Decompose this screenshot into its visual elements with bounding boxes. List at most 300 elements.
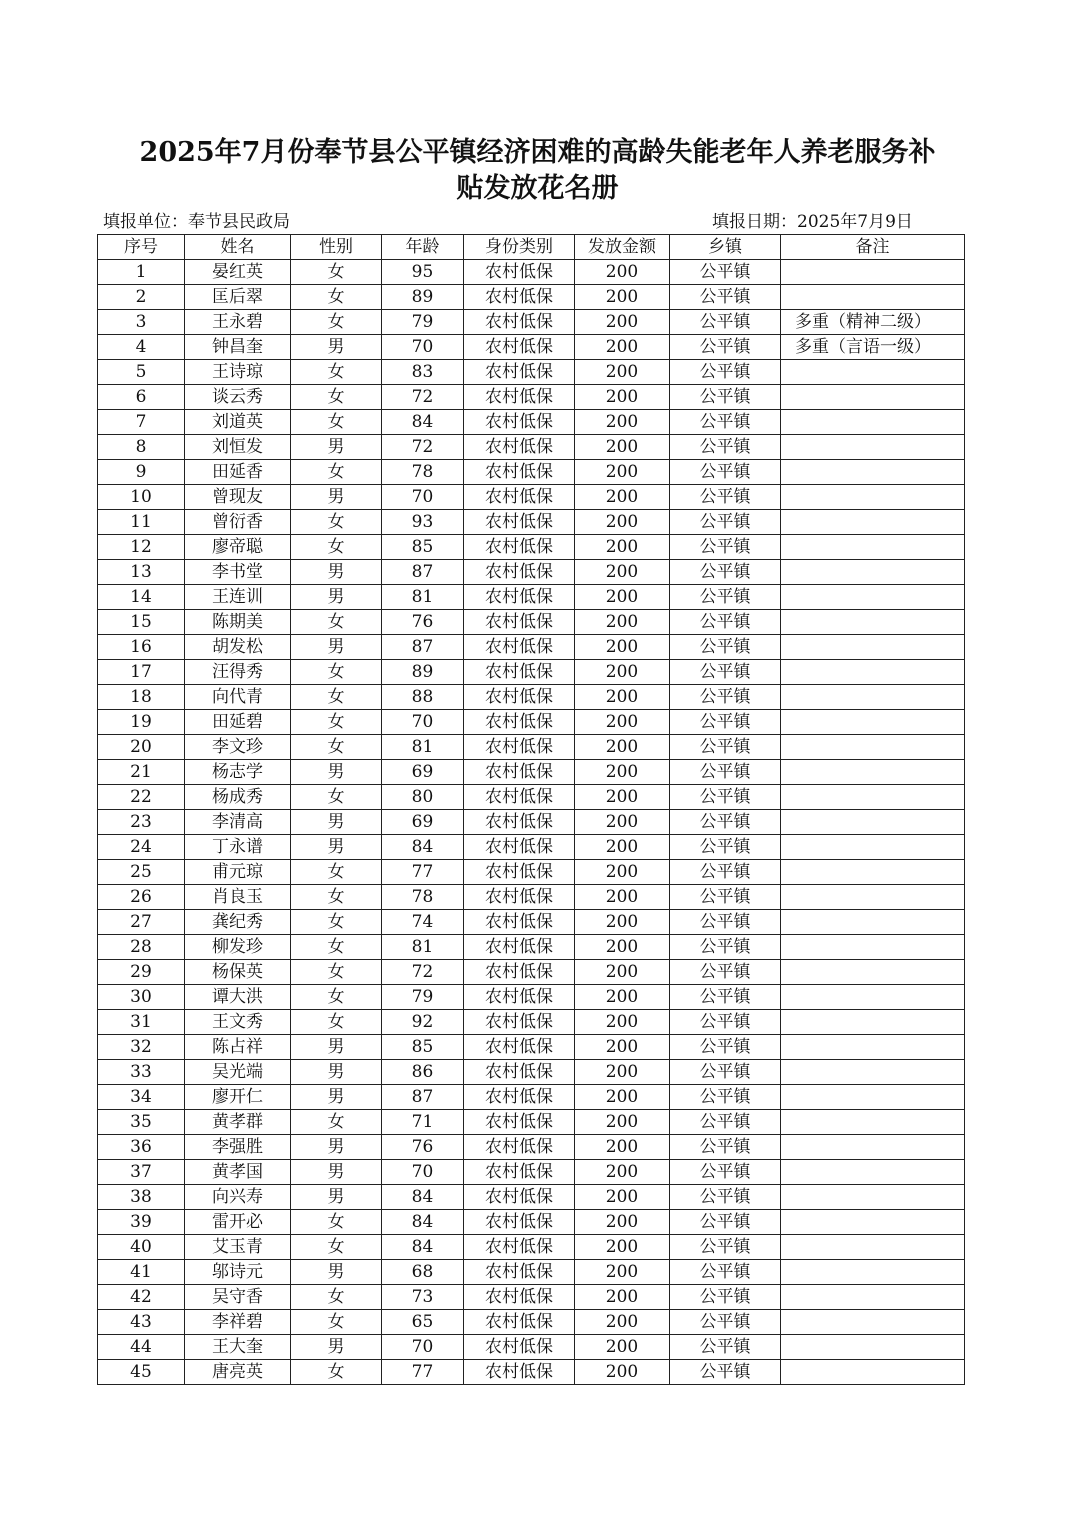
cell-gender: 女 (291, 1360, 382, 1385)
cell-amount: 200 (575, 610, 670, 635)
cell-category: 农村低保 (464, 585, 575, 610)
cell-index: 4 (98, 335, 185, 360)
table-row (98, 685, 965, 710)
cell-gender: 女 (291, 985, 382, 1010)
cell-name: 刘恒发 (185, 435, 291, 460)
col-header-township: 乡镇 (670, 235, 781, 260)
col-header-age: 年龄 (382, 235, 464, 260)
cell-index: 31 (98, 1010, 185, 1035)
cell-index: 30 (98, 985, 185, 1010)
cell-amount: 200 (575, 1310, 670, 1335)
cell-remarks (781, 810, 965, 835)
cell-age: 69 (382, 810, 464, 835)
cell-township: 公平镇 (670, 485, 781, 510)
cell-amount: 200 (575, 260, 670, 285)
cell-gender: 男 (291, 635, 382, 660)
cell-township: 公平镇 (670, 1135, 781, 1160)
cell-gender: 男 (291, 810, 382, 835)
cell-township: 公平镇 (670, 510, 781, 535)
cell-gender: 女 (291, 885, 382, 910)
cell-category: 农村低保 (464, 635, 575, 660)
cell-age: 70 (382, 335, 464, 360)
cell-remarks: 多重（精神二级） (781, 310, 965, 335)
cell-name: 丁永谱 (185, 835, 291, 860)
cell-township: 公平镇 (670, 660, 781, 685)
cell-gender: 男 (291, 1085, 382, 1110)
cell-index: 26 (98, 885, 185, 910)
cell-index: 41 (98, 1260, 185, 1285)
reporting-date: 填报日期：2025年7月9日 (712, 212, 913, 232)
cell-amount: 200 (575, 1185, 670, 1210)
cell-category: 农村低保 (464, 760, 575, 785)
cell-age: 84 (382, 835, 464, 860)
table-row (98, 860, 965, 885)
table-row (98, 1260, 965, 1285)
cell-name: 田延碧 (185, 710, 291, 735)
table-row (98, 1285, 965, 1310)
cell-township: 公平镇 (670, 1060, 781, 1085)
col-header-category: 身份类别 (464, 235, 575, 260)
cell-name: 李清高 (185, 810, 291, 835)
cell-age: 95 (382, 260, 464, 285)
cell-name: 曾现友 (185, 485, 291, 510)
cell-category: 农村低保 (464, 1310, 575, 1335)
table-row (98, 310, 965, 335)
table-row (98, 1360, 965, 1385)
cell-category: 农村低保 (464, 785, 575, 810)
cell-remarks (781, 760, 965, 785)
cell-gender: 女 (291, 1310, 382, 1335)
cell-index: 27 (98, 910, 185, 935)
cell-index: 24 (98, 835, 185, 860)
cell-age: 70 (382, 485, 464, 510)
cell-index: 7 (98, 410, 185, 435)
cell-township: 公平镇 (670, 1210, 781, 1235)
cell-remarks (781, 1110, 965, 1135)
cell-township: 公平镇 (670, 760, 781, 785)
cell-remarks (781, 635, 965, 660)
cell-name: 龚纪秀 (185, 910, 291, 935)
cell-name: 吴守香 (185, 1285, 291, 1310)
title-line-1: 2025年7月份奉节县公平镇经济困难的高龄失能老年人养老服务补 (139, 137, 936, 168)
cell-amount: 200 (575, 935, 670, 960)
cell-name: 匡后翠 (185, 285, 291, 310)
cell-age: 77 (382, 1360, 464, 1385)
cell-amount: 200 (575, 560, 670, 585)
cell-name: 向代青 (185, 685, 291, 710)
table-row (98, 585, 965, 610)
table-row (98, 1160, 965, 1185)
cell-amount: 200 (575, 860, 670, 885)
cell-category: 农村低保 (464, 835, 575, 860)
cell-amount: 200 (575, 360, 670, 385)
cell-remarks (781, 485, 965, 510)
cell-age: 84 (382, 1235, 464, 1260)
cell-remarks (781, 710, 965, 735)
cell-age: 85 (382, 1035, 464, 1060)
cell-township: 公平镇 (670, 910, 781, 935)
cell-name: 陈期美 (185, 610, 291, 635)
cell-amount: 200 (575, 660, 670, 685)
cell-age: 81 (382, 585, 464, 610)
cell-amount: 200 (575, 1210, 670, 1235)
cell-name: 曾衍香 (185, 510, 291, 535)
cell-index: 3 (98, 310, 185, 335)
cell-index: 38 (98, 1185, 185, 1210)
cell-category: 农村低保 (464, 1110, 575, 1135)
cell-category: 农村低保 (464, 1010, 575, 1035)
cell-remarks (781, 1235, 965, 1260)
cell-name: 汪得秀 (185, 660, 291, 685)
cell-amount: 200 (575, 285, 670, 310)
cell-amount: 200 (575, 335, 670, 360)
cell-amount: 200 (575, 810, 670, 835)
cell-remarks (781, 935, 965, 960)
cell-name: 钟昌奎 (185, 335, 291, 360)
cell-age: 79 (382, 310, 464, 335)
table-row (98, 1110, 965, 1135)
cell-index: 33 (98, 1060, 185, 1085)
cell-category: 农村低保 (464, 610, 575, 635)
cell-category: 农村低保 (464, 1060, 575, 1085)
cell-name: 王永碧 (185, 310, 291, 335)
cell-gender: 女 (291, 535, 382, 560)
cell-age: 86 (382, 1060, 464, 1085)
cell-remarks (781, 460, 965, 485)
cell-township: 公平镇 (670, 335, 781, 360)
cell-amount: 200 (575, 1135, 670, 1160)
cell-gender: 女 (291, 860, 382, 885)
cell-amount: 200 (575, 485, 670, 510)
cell-name: 王连训 (185, 585, 291, 610)
col-header-index: 序号 (98, 235, 185, 260)
cell-age: 87 (382, 560, 464, 585)
cell-township: 公平镇 (670, 285, 781, 310)
cell-township: 公平镇 (670, 260, 781, 285)
cell-township: 公平镇 (670, 1010, 781, 1035)
cell-gender: 女 (291, 935, 382, 960)
cell-category: 农村低保 (464, 1285, 575, 1310)
cell-category: 农村低保 (464, 310, 575, 335)
cell-gender: 女 (291, 460, 382, 485)
table-row (98, 785, 965, 810)
cell-amount: 200 (575, 535, 670, 560)
cell-remarks (781, 1135, 965, 1160)
cell-township: 公平镇 (670, 1235, 781, 1260)
cell-age: 84 (382, 410, 464, 435)
cell-township: 公平镇 (670, 985, 781, 1010)
table-row (98, 1010, 965, 1035)
cell-category: 农村低保 (464, 810, 575, 835)
cell-name: 邬诗元 (185, 1260, 291, 1285)
cell-name: 李书堂 (185, 560, 291, 585)
cell-gender: 女 (291, 410, 382, 435)
cell-name: 王诗琼 (185, 360, 291, 385)
cell-remarks (781, 835, 965, 860)
cell-name: 李文珍 (185, 735, 291, 760)
cell-category: 农村低保 (464, 1160, 575, 1185)
cell-gender: 男 (291, 835, 382, 860)
cell-remarks (781, 1285, 965, 1310)
cell-gender: 女 (291, 510, 382, 535)
cell-category: 农村低保 (464, 335, 575, 360)
cell-remarks (781, 560, 965, 585)
table-row (98, 335, 965, 360)
cell-category: 农村低保 (464, 1135, 575, 1160)
cell-index: 15 (98, 610, 185, 635)
cell-index: 6 (98, 385, 185, 410)
cell-category: 农村低保 (464, 960, 575, 985)
cell-amount: 200 (575, 585, 670, 610)
cell-category: 农村低保 (464, 1210, 575, 1235)
cell-name: 刘道英 (185, 410, 291, 435)
cell-remarks (781, 585, 965, 610)
cell-age: 72 (382, 435, 464, 460)
table-row (98, 735, 965, 760)
cell-age: 72 (382, 960, 464, 985)
cell-name: 陈占祥 (185, 1035, 291, 1060)
cell-index: 9 (98, 460, 185, 485)
cell-category: 农村低保 (464, 1260, 575, 1285)
cell-remarks (781, 285, 965, 310)
cell-township: 公平镇 (670, 860, 781, 885)
cell-remarks (781, 1185, 965, 1210)
col-header-gender: 性别 (291, 235, 382, 260)
cell-township: 公平镇 (670, 935, 781, 960)
cell-index: 25 (98, 860, 185, 885)
cell-name: 吴光端 (185, 1060, 291, 1085)
document-title (60, 135, 1015, 207)
cell-index: 28 (98, 935, 185, 960)
cell-amount: 200 (575, 1110, 670, 1135)
cell-category: 农村低保 (464, 285, 575, 310)
cell-category: 农村低保 (464, 1335, 575, 1360)
cell-name: 晏红英 (185, 260, 291, 285)
cell-amount: 200 (575, 960, 670, 985)
cell-gender: 男 (291, 1035, 382, 1060)
col-header-remarks: 备注 (781, 235, 965, 260)
cell-age: 73 (382, 1285, 464, 1310)
cell-amount: 200 (575, 460, 670, 485)
cell-age: 81 (382, 735, 464, 760)
cell-index: 12 (98, 535, 185, 560)
cell-amount: 200 (575, 985, 670, 1010)
cell-amount: 200 (575, 735, 670, 760)
cell-remarks (781, 510, 965, 535)
cell-category: 农村低保 (464, 660, 575, 685)
cell-amount: 200 (575, 1035, 670, 1060)
cell-category: 农村低保 (464, 510, 575, 535)
cell-gender: 女 (291, 285, 382, 310)
cell-category: 农村低保 (464, 360, 575, 385)
cell-township: 公平镇 (670, 635, 781, 660)
cell-township: 公平镇 (670, 560, 781, 585)
cell-township: 公平镇 (670, 410, 781, 435)
cell-age: 78 (382, 885, 464, 910)
cell-gender: 女 (291, 385, 382, 410)
cell-age: 70 (382, 1335, 464, 1360)
cell-gender: 女 (291, 310, 382, 335)
cell-category: 农村低保 (464, 260, 575, 285)
cell-township: 公平镇 (670, 1085, 781, 1110)
cell-amount: 200 (575, 1285, 670, 1310)
cell-index: 37 (98, 1160, 185, 1185)
cell-index: 35 (98, 1110, 185, 1135)
cell-amount: 200 (575, 1060, 670, 1085)
cell-category: 农村低保 (464, 385, 575, 410)
cell-amount: 200 (575, 510, 670, 535)
cell-name: 廖帝聪 (185, 535, 291, 560)
cell-age: 72 (382, 385, 464, 410)
cell-gender: 男 (291, 1135, 382, 1160)
table-row (98, 885, 965, 910)
cell-gender: 女 (291, 660, 382, 685)
cell-township: 公平镇 (670, 1260, 781, 1285)
cell-amount: 200 (575, 385, 670, 410)
cell-gender: 女 (291, 1235, 382, 1260)
cell-remarks (781, 985, 965, 1010)
cell-township: 公平镇 (670, 1335, 781, 1360)
cell-remarks (781, 1010, 965, 1035)
cell-index: 2 (98, 285, 185, 310)
table-row (98, 835, 965, 860)
table-row (98, 435, 965, 460)
cell-index: 14 (98, 585, 185, 610)
table-row (98, 1235, 965, 1260)
cell-category: 农村低保 (464, 1085, 575, 1110)
cell-gender: 女 (291, 1110, 382, 1135)
cell-gender: 男 (291, 760, 382, 785)
cell-name: 黄孝国 (185, 1160, 291, 1185)
cell-gender: 男 (291, 1260, 382, 1285)
cell-index: 22 (98, 785, 185, 810)
cell-gender: 男 (291, 585, 382, 610)
table-row (98, 460, 965, 485)
cell-index: 45 (98, 1360, 185, 1385)
roster-body (98, 260, 965, 1385)
cell-name: 李祥碧 (185, 1310, 291, 1335)
table-row (98, 760, 965, 785)
cell-remarks (781, 1060, 965, 1085)
table-row (98, 1060, 965, 1085)
cell-township: 公平镇 (670, 435, 781, 460)
cell-name: 谭大洪 (185, 985, 291, 1010)
title-line-2: 贴发放花名册 (456, 173, 619, 204)
cell-township: 公平镇 (670, 1185, 781, 1210)
cell-township: 公平镇 (670, 810, 781, 835)
cell-category: 农村低保 (464, 560, 575, 585)
cell-township: 公平镇 (670, 785, 781, 810)
cell-remarks (781, 860, 965, 885)
table-row (98, 1035, 965, 1060)
table-row (98, 1185, 965, 1210)
cell-age: 93 (382, 510, 464, 535)
cell-name: 柳发珍 (185, 935, 291, 960)
cell-age: 89 (382, 660, 464, 685)
cell-gender: 男 (291, 1160, 382, 1185)
cell-category: 农村低保 (464, 860, 575, 885)
cell-index: 8 (98, 435, 185, 460)
cell-township: 公平镇 (670, 1160, 781, 1185)
cell-age: 84 (382, 1185, 464, 1210)
cell-category: 农村低保 (464, 735, 575, 760)
cell-amount: 200 (575, 1085, 670, 1110)
cell-category: 农村低保 (464, 885, 575, 910)
cell-age: 65 (382, 1310, 464, 1335)
cell-amount: 200 (575, 635, 670, 660)
cell-age: 87 (382, 635, 464, 660)
cell-amount: 200 (575, 1335, 670, 1360)
cell-gender: 男 (291, 1060, 382, 1085)
table-row (98, 660, 965, 685)
cell-remarks (781, 1360, 965, 1385)
cell-gender: 男 (291, 1335, 382, 1360)
cell-remarks (781, 385, 965, 410)
cell-age: 89 (382, 285, 464, 310)
cell-index: 1 (98, 260, 185, 285)
cell-index: 42 (98, 1285, 185, 1310)
table-row (98, 910, 965, 935)
cell-amount: 200 (575, 1010, 670, 1035)
cell-township: 公平镇 (670, 1360, 781, 1385)
cell-category: 农村低保 (464, 410, 575, 435)
cell-index: 29 (98, 960, 185, 985)
cell-amount: 200 (575, 1235, 670, 1260)
cell-name: 田延香 (185, 460, 291, 485)
cell-remarks: 多重（言语一级） (781, 335, 965, 360)
cell-township: 公平镇 (670, 1035, 781, 1060)
table-header-row (98, 235, 965, 260)
table-row (98, 810, 965, 835)
cell-category: 农村低保 (464, 985, 575, 1010)
cell-remarks (781, 1085, 965, 1110)
cell-gender: 男 (291, 1185, 382, 1210)
cell-age: 88 (382, 685, 464, 710)
cell-index: 18 (98, 685, 185, 710)
cell-age: 80 (382, 785, 464, 810)
table-row (98, 385, 965, 410)
cell-name: 胡发松 (185, 635, 291, 660)
cell-gender: 男 (291, 560, 382, 585)
cell-name: 黄孝群 (185, 1110, 291, 1135)
roster-table (97, 234, 965, 1385)
cell-gender: 女 (291, 1210, 382, 1235)
cell-age: 83 (382, 360, 464, 385)
table-row (98, 285, 965, 310)
cell-remarks (781, 685, 965, 710)
cell-amount: 200 (575, 685, 670, 710)
cell-name: 向兴寿 (185, 1185, 291, 1210)
cell-age: 79 (382, 985, 464, 1010)
cell-township: 公平镇 (670, 585, 781, 610)
cell-gender: 女 (291, 735, 382, 760)
cell-remarks (781, 910, 965, 935)
cell-name: 杨成秀 (185, 785, 291, 810)
table-row (98, 635, 965, 660)
cell-index: 32 (98, 1035, 185, 1060)
cell-township: 公平镇 (670, 735, 781, 760)
cell-index: 19 (98, 710, 185, 735)
cell-age: 81 (382, 935, 464, 960)
table-row (98, 1135, 965, 1160)
cell-age: 85 (382, 535, 464, 560)
cell-remarks (781, 1310, 965, 1335)
table-row (98, 935, 965, 960)
cell-remarks (781, 1210, 965, 1235)
cell-age: 71 (382, 1110, 464, 1135)
cell-township: 公平镇 (670, 1310, 781, 1335)
cell-index: 40 (98, 1235, 185, 1260)
